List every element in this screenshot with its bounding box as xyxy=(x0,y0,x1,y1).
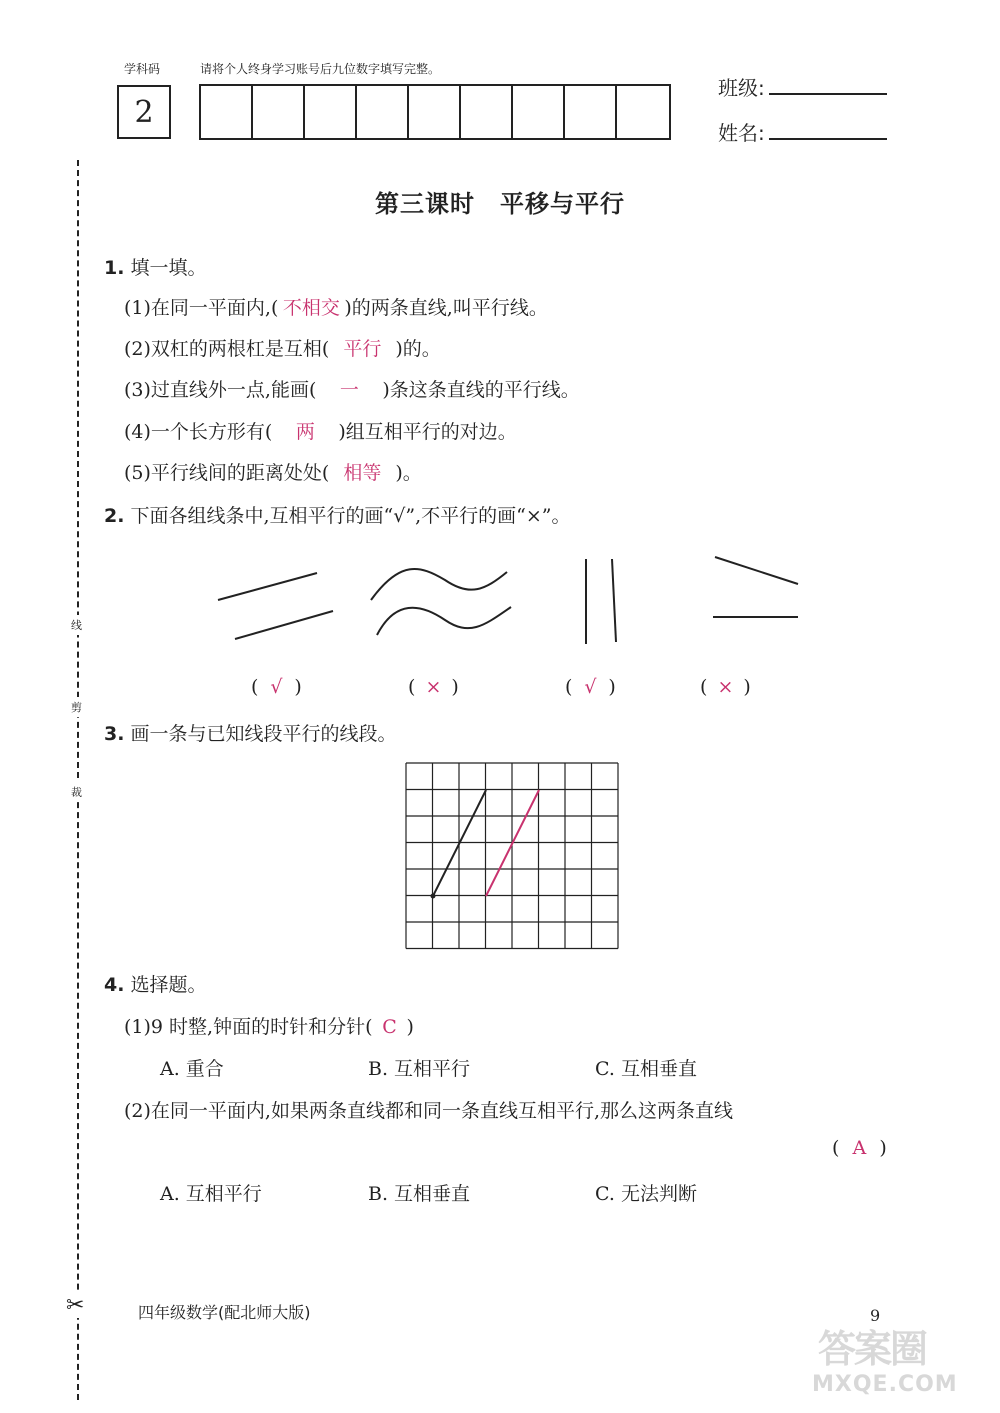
q2-answer-1[interactable] xyxy=(251,676,302,698)
paren-close: ) xyxy=(608,676,616,698)
q1-item-5-answer[interactable]: 相等 xyxy=(343,462,382,484)
q4-sub1 xyxy=(124,1012,414,1039)
q1-item-5-post: )。 xyxy=(395,462,422,484)
q1-item-3-answer[interactable]: 一 xyxy=(339,379,359,401)
q4-sub1-answer[interactable]: C xyxy=(382,1016,397,1038)
grid-lines xyxy=(406,763,618,949)
cut-dashed-line xyxy=(77,160,79,1400)
q1-heading xyxy=(104,253,207,280)
name-label: 姓名: xyxy=(718,121,765,145)
q1-item-2 xyxy=(124,334,441,361)
digit-box[interactable] xyxy=(409,86,461,138)
digit-box[interactable] xyxy=(357,86,409,138)
paren-close: ) xyxy=(294,676,302,698)
class-input-line[interactable] xyxy=(769,73,887,95)
q1-item-1-pre: (1)在同一平面内,( xyxy=(124,297,279,319)
q1-item-1-answer[interactable]: 不相交 xyxy=(282,297,340,319)
figure-4-converging-lines xyxy=(713,557,798,617)
paren-close: ) xyxy=(743,676,751,698)
digit-box[interactable] xyxy=(253,86,305,138)
subject-code-label: 学科码 xyxy=(124,62,161,76)
q3-number: 3. xyxy=(104,723,125,745)
q4-sub2-option-a[interactable]: A. 互相平行 xyxy=(160,1183,262,1205)
q4-heading-text: 选择题。 xyxy=(130,974,207,996)
q2-heading-text: 下面各组线条中,互相平行的画“√”,不平行的画“×”。 xyxy=(130,505,571,527)
q4-sub1-option-c[interactable]: C. 互相垂直 xyxy=(595,1058,697,1080)
subject-code-box: 2 xyxy=(117,85,171,139)
name-input-line[interactable] xyxy=(769,118,887,140)
account-instruction: 请将个人终身学习账号后九位数字填写完整。 xyxy=(200,62,441,76)
digit-box[interactable] xyxy=(565,86,617,138)
q1-item-1-post: )的两条直线,叫平行线。 xyxy=(344,297,548,319)
paren-close: ) xyxy=(451,676,459,698)
q1-item-3-post: )条这条直线的平行线。 xyxy=(382,379,580,401)
paren-open: ( xyxy=(251,676,259,698)
given-segment-endpoint xyxy=(431,894,436,899)
q2-heading xyxy=(104,501,570,528)
q4-sub2-answer-box[interactable] xyxy=(832,1137,887,1159)
q1-item-5-pre: (5)平行线间的距离处处( xyxy=(124,462,330,484)
cut-label-cut: 剪 xyxy=(71,697,82,717)
q1-number: 1. xyxy=(104,257,125,279)
q4-sub1-text: (1)9 时整,钟面的时针和分针( xyxy=(124,1016,373,1038)
q1-item-3-pre: (3)过直线外一点,能画( xyxy=(124,379,317,401)
q1-item-4-pre: (4)一个长方形有( xyxy=(124,421,273,443)
paren-close: ) xyxy=(879,1137,887,1159)
q2-answer-2[interactable] xyxy=(408,676,459,698)
q1-item-5 xyxy=(124,458,422,485)
q3-grid-figure[interactable] xyxy=(405,762,621,952)
q4-number: 4. xyxy=(104,974,125,996)
q1-item-2-post: )的。 xyxy=(395,338,441,360)
q1-item-4-post: )组互相平行的对边。 xyxy=(338,421,517,443)
q4-sub1-option-a[interactable]: A. 重合 xyxy=(160,1058,224,1080)
figure-1-parallel-slanted xyxy=(218,573,333,639)
q4-sub1-option-b[interactable]: B. 互相平行 xyxy=(368,1058,471,1080)
digit-box[interactable] xyxy=(201,86,253,138)
q1-item-2-pre: (2)双杠的两根杠是互相( xyxy=(124,338,330,360)
class-field[interactable] xyxy=(718,72,887,101)
q1-item-4-answer[interactable]: 两 xyxy=(295,421,315,443)
q2-answer-4[interactable] xyxy=(700,676,751,698)
class-label: 班级: xyxy=(718,76,765,100)
q4-sub2-option-b[interactable]: B. 互相垂直 xyxy=(368,1183,471,1205)
digit-box[interactable] xyxy=(513,86,565,138)
q4-heading xyxy=(104,970,207,997)
q1-item-2-answer[interactable]: 平行 xyxy=(343,338,382,360)
q1-item-4 xyxy=(124,417,517,444)
scissors-icon: ✂ xyxy=(66,1293,85,1318)
watermark-logo: 答案圈 xyxy=(818,1327,927,1371)
q2-answer-3-mark: √ xyxy=(584,676,597,698)
digit-box[interactable] xyxy=(305,86,357,138)
q2-answer-2-mark: × xyxy=(425,676,442,698)
paren-open: ( xyxy=(565,676,573,698)
q4-sub2-text: (2)在同一平面内,如果两条直线都和同一条直线互相平行,那么这两条直线 xyxy=(124,1100,733,1122)
footer-book-title: 四年级数学(配北师大版) xyxy=(138,1303,311,1322)
digit-box[interactable] xyxy=(461,86,513,138)
page-title: 第三课时 平移与平行 xyxy=(375,190,625,218)
q2-answer-1-mark: √ xyxy=(270,676,283,698)
watermark-url: MXQE.COM xyxy=(812,1372,958,1397)
name-field[interactable] xyxy=(718,117,887,146)
q2-answer-4-mark: × xyxy=(717,676,734,698)
q2-line-figures xyxy=(200,545,820,655)
account-digit-boxes[interactable] xyxy=(199,84,671,140)
paren-open: ( xyxy=(832,1137,840,1159)
figure-2-wavy-lines xyxy=(371,569,511,635)
q3-heading-text: 画一条与已知线段平行的线段。 xyxy=(130,723,397,745)
q4-sub2-answer: A xyxy=(852,1137,867,1159)
digit-box[interactable] xyxy=(617,86,669,138)
q1-item-1 xyxy=(124,293,548,320)
paren-open: ( xyxy=(408,676,416,698)
q3-heading xyxy=(104,719,397,746)
q2-number: 2. xyxy=(104,505,125,527)
page-number: 9 xyxy=(870,1306,881,1325)
figure-3-vertical-lines xyxy=(586,559,616,644)
cut-label-line: 线 xyxy=(71,615,82,635)
q1-heading-text: 填一填。 xyxy=(130,257,207,279)
cut-label-trim: 裁 xyxy=(71,782,82,802)
q1-item-3 xyxy=(124,375,580,402)
paren-open: ( xyxy=(700,676,708,698)
q2-answer-3[interactable] xyxy=(565,676,616,698)
q4-sub2-option-c[interactable]: C. 无法判断 xyxy=(595,1183,697,1205)
q4-sub1-post: ) xyxy=(406,1016,414,1038)
